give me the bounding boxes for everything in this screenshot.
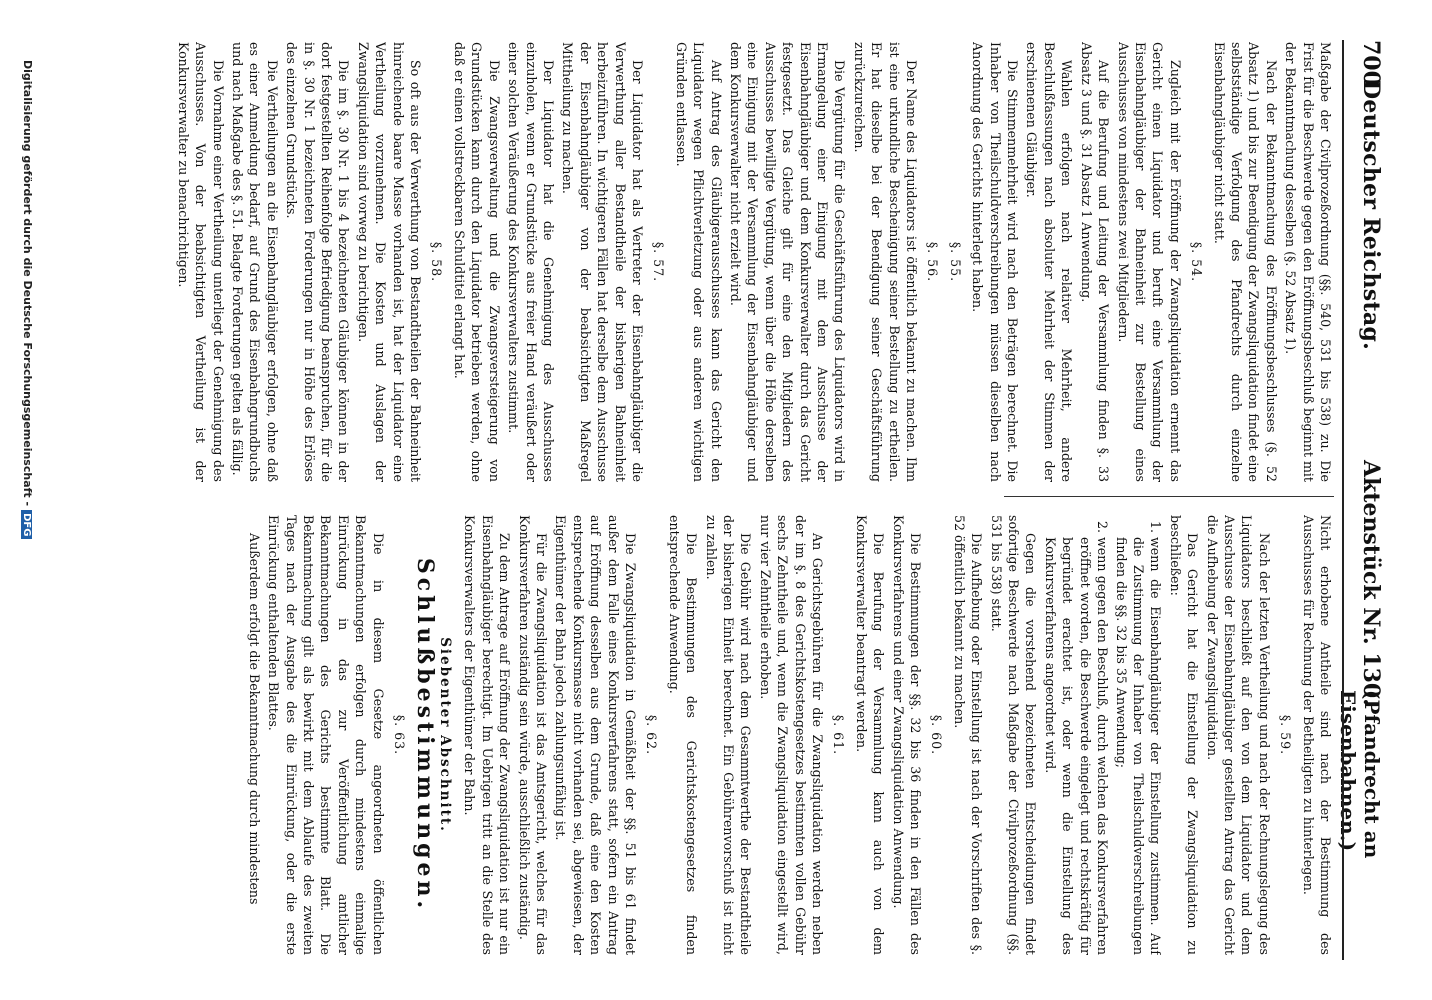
dfg-logo: DFG	[21, 510, 32, 539]
credit-text: Digitalisierung gefördert durch die Deutsche Forschungsgemeinschaft -	[21, 60, 34, 507]
paragraph: Nach der Bekanntmachung des Eröffnungsbeschlusses (§. 52 Absatz 1) und bis zur Beendigung der Zwangsliquidation findet eine selbstständige Verfolgung des Pfandrechts durch einzelne Eisenbahngläubiger nicht statt.	[1211, 42, 1279, 482]
paragraph: Der Name des Liquidators ist öffentlich bekannt zu machen. Ihm ist eine urkundliche Bescheinigung seiner Bestellung zu ertheilen. Er hat dieselbe bei der Beendigung seiner Geschäftsführung zurückzureichen.	[851, 42, 920, 482]
paragraph: Für die Zwangsliquidation ist das Amtsgericht, welches für das Konkursverfahren zuständig sein würde, ausschließlich zuständig.	[516, 515, 549, 955]
paragraph: Die Berufung der Versammlung kann auch von dem Konkursverwalter beantragt werden.	[853, 515, 887, 955]
list-item: 1. wenn die Eisenbahngläubiger der Einstellung zustimmen. Auf die Zustimmung der Inhaber von Theilschuldverschreibungen finden die §§. 32 bis 35 Anwendung;	[1112, 537, 1164, 955]
left-column	[74, 42, 1334, 482]
paragraph: Die Zwangsverwaltung und die Zwangsversteigerung von Grundstücken kann durch den Liquidator betrieben werden, ohne daß er einen vollstreckbaren Schuldtitel erlangt hat.	[451, 42, 502, 482]
paragraph: Nach der letzten Vertheilung und nach der Rechnungslegung des Liquidators beschließt auf den von dem Liquidator und dem Ausschusse der Eisenbahngläubiger gestellten Antrag das Gericht die Aufhebung der Zwangsliquidation.	[1204, 515, 1272, 955]
running-title-right: (Pfandrecht an Eisenbahnen.)	[1336, 690, 1384, 859]
paragraph: Nicht erhobene Antheile sind nach der Bestimmung des Ausschusses für Rechnung der Betheiligten zu hinterlegen.	[1300, 515, 1333, 955]
chapter-heading: Siebenter Abschnitt.	[436, 637, 453, 833]
chapter-title: Schlußbestimmungen.	[412, 557, 439, 913]
paragraph: Das Gericht hat die Einstellung der Zwangsliquidation zu beschließen:	[1167, 515, 1201, 955]
paragraph: Auf die Berufung und Leitung der Versammlung finden §. 33 Absatz 3 und §. 31 Absatz 1 Anwendung.	[1078, 42, 1112, 482]
paragraph: Die Zwangsliquidation in Gemäßheit der §§. 51 bis 61 findet außer dem Falle eines Konkursverfahrens statt, sofern ein Antrag auf Eröffnung desselben aus dem Grunde, daß eine den Kosten entsprechende Konkursmasse nicht vorhanden sei, abgewiesen, der Eigenthümer der Bahn jedoch zahlungsunfähig ist.	[553, 515, 638, 955]
header-rule	[1342, 40, 1344, 960]
paragraph: So oft aus der Verwerthung von Bestandtheilen der Bahneinheit hinreichende baare Masse vorhanden ist, hat der Liquidator eine Vertheilung vorzunehmen. Die Kosten und Auslagen der Zwangsliquidation sind vorweg zu berichtigen.	[355, 42, 424, 482]
paragraph: Zugleich mit der Eröffnung der Zwangsliquidation ernennt das Gericht einen Liquidator und beruft eine Versammlung der Eisenbahngläubiger der Bahneinheit zur Bestellung eines Ausschusses von mindestens zwei Mitgliedern.	[1115, 42, 1183, 482]
paragraph: Die Gebühr wird nach dem Gesammtwerthe der Bestandtheile der bisherigen Einheit berechnet. Ein Gebührenvorschuß ist nicht zu zahlen.	[703, 515, 754, 955]
numbered-list	[1042, 537, 1165, 955]
running-header	[1336, 40, 1390, 960]
paragraph: Die Vergütung für die Geschäftsführung des Liquidators wird in Ermangelung einer Einigung mit dem Ausschusse der Eisenbahngläubiger und dem Konkursverwalter durch das Gericht festgesetzt. Das Gleiche gilt für eine den Mitgliedern des Ausschusses bewilligte Vergütung, wenn über die Höhe derselben eine Einigung mit der Versammlung der Eisenbahngläubiger und dem Konkursverwalter nicht erzielt wird.	[728, 42, 848, 482]
paragraph: An Gerichtsgebühren für die Zwangsliquidation werden neben der im §. 8 des Gerichtskostengesetzes bestimmten vollen Gebühr sechs Zehntheile und, wenn die Zwangsliquidation eingestellt wird, nur vier Zehntheile erhoben.	[757, 515, 826, 955]
paragraph: Die Vornahme einer Vertheilung unterliegt der Genehmigung des Ausschusses. Von der beabsichtigten Vertheilung ist der Konkursverwalter zu benachrichtigen.	[175, 42, 226, 482]
running-title-mid: Aktenstück Nr. 130.	[1358, 460, 1384, 706]
section-heading: §. 63.	[392, 714, 408, 756]
paragraph: Auf Antrag des Gläubigerausschusses kann das Gericht den Liquidator wegen Pflichtverletzung oder aus anderen wichtigen Gründen entlassen.	[673, 42, 724, 482]
paragraph: Die im §. 30 Nr. 1 bis 4 bezeichneten Gläubiger können in der dort festgestellten Reihenfolge Befriedigung beanspruchen, für die in §. 30 Nr. 1 bezeichneten Forderungen nur in Höhe des Erlöses des einzelnen Grundstücks.	[284, 42, 352, 482]
page-number: 700	[1358, 40, 1384, 86]
paragraph: Maßgabe der Civilprozeßordnung (§§. 540, 531 bis 538) zu. Die Frist für die Beschwerde gegen den Eröffnungsbeschluß beginnt mit der Bekanntmachung desselben (§. 52 Absatz 1).	[1283, 42, 1333, 482]
paragraph: Wahlen erfolgen nach relativer Mehrheit, andere Beschlußfassungen nach absoluter Mehrheit der Stimmen der erschienenen Gläubiger.	[1024, 42, 1075, 482]
paragraph: Die Bestimmungen der §§. 32 bis 36 finden in den Fällen des Konkursverfahrens und einer Zwangsliquidation Anwendung.	[890, 515, 924, 955]
right-column	[74, 515, 1334, 955]
section-heading: §. 56.	[925, 241, 941, 283]
section-heading: §. 55.	[947, 241, 963, 283]
paragraph: Die Stimmenmehrheit wird nach den Beträgen berechnet. Die Inhaber von Theilschuldverschreibungen müssen dieselben nach Anordnung des Gerichts hinterlegt haben.	[970, 42, 1021, 482]
paragraph: Die Bestimmungen des Gerichtskostengesetzes finden entsprechende Anwendung.	[666, 515, 700, 955]
section-heading: §. 61.	[831, 714, 847, 756]
running-title-left: Deutscher Reichstag.	[1358, 80, 1384, 351]
paragraph: Außerdem erfolgt die Bekanntmachung durch mindestens	[246, 533, 262, 905]
section-heading: §. 54.	[1189, 241, 1205, 283]
section-heading: §. 60.	[929, 714, 945, 756]
section-heading: §. 59.	[1278, 714, 1294, 756]
column-divider	[1004, 496, 1334, 497]
section-heading: §. 62.	[644, 714, 660, 756]
paragraph: Der Liquidator hat als Vertreter der Eisenbahngläubiger die Verwerthung aller Bestandtheile der bisherigen Bahneinheit herbeizuführen. In wichtigeren Fällen hat derselbe dem Ausschusse der Eisenbahngläubiger von der beabsichtigten Maßregel Mittheilung zu machen.	[560, 42, 645, 482]
paragraph: Die Vertheilungen an die Eisenbahngläubiger erfolgen, ohne daß es einer Anmeldung bedarf, auf Grund des Eisenbahngrundbuchs und nach Maßgabe des §. 51. Belagte Forderungen gelten als fällig.	[230, 42, 280, 482]
paragraph: Gegen die vorstehend bezeichneten Entscheidungen findet sofortige Beschwerde nach Maßgabe der Civilprozeßordnung (§§. 531 bis 538) statt.	[988, 515, 1039, 955]
section-heading: §. 58.	[429, 241, 445, 283]
paragraph: Der Liquidator hat die Genehmigung des Ausschusses einzuholen, wenn er Grundstücke aus freier Hand veräußert oder einer solchen Veräußerung des Konkursverwalters zustimmt.	[506, 42, 556, 482]
section-heading: §. 57.	[651, 241, 667, 283]
paragraph: Zu dem Antrage auf Eröffnung der Zwangsliquidation ist nur ein Eisenbahngläubiger berechtigt. Im Uebrigen tritt an die Stelle des Konkursverwalters der Eigenthümer der Bahn.	[462, 515, 513, 955]
paragraph: Die Aufhebung oder Einstellung ist nach der Vorschriften des §. 52 öffentlich bekannt zu machen.	[951, 515, 985, 955]
digitization-credit	[21, 60, 34, 940]
list-item: 2. wenn gegen den Beschluß, durch welchen das Konkursverfahren eröffnet worden, die Beschwerde eingelegt und rechtskräftig für begründet erachtet ist, oder wenn die Einstellung des Konkursverfahrens angeordnet wird.	[1042, 537, 1112, 955]
paragraph: Die in diesem Gesetze angeordneten öffentlichen Bekanntmachungen erfolgen durch mindestens einmalige Einrückung in das zur Veröffentlichung amtlicher Bekanntmachungen des Gerichts bestimmte Blatt. Die Bekanntmachung gilt als bewirkt mit dem Ablaufe des zweiten Tages nach der Ausgabe des die Einrückung, oder die erste Einrückung enthaltenden Blattes.	[266, 515, 386, 955]
